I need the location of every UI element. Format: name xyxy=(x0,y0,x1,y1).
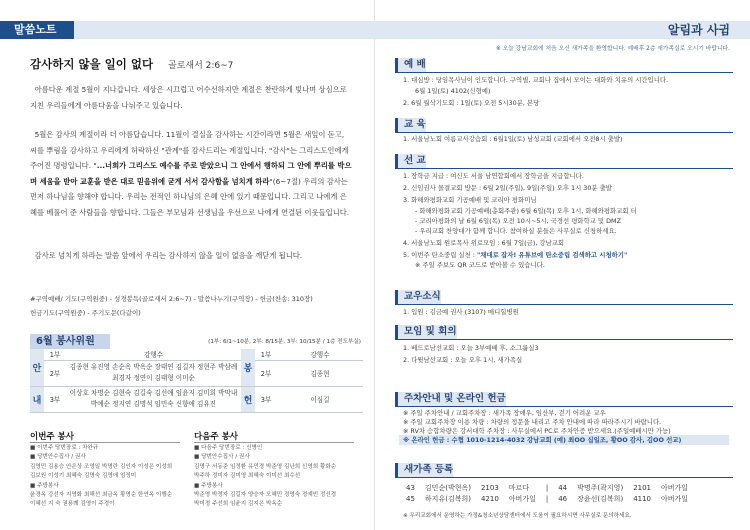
section-heading: 주차안내 및 온라인 헌금 xyxy=(395,392,506,406)
table-row: 43 김민순(박현옥) 2103 마르다 | 44 박명주(곽지영) 2101 아버가일 xyxy=(406,484,689,492)
parking-item-1: ※ 주일 주차안내 / 교회주차장 : 새가족 장애우, 임산부, 걷기 어려운 교우 xyxy=(403,409,606,417)
this-week-rule xyxy=(30,442,180,443)
mission-item-2: 2. 신임권사 몰결교회 방문 : 6월 2일(주일), 9일(주일) 오후 1시 30분 출발 xyxy=(403,184,612,192)
sermon-title: 감사하지 않을 일이 없다 xyxy=(30,57,154,71)
mission-item-5b: ※ 주일 주보도 QR 코드로 받아볼 수 있습니다. xyxy=(415,261,545,269)
meetings-item-2: 2. 다윗남선교회 : 오늘 오후 1시, 새가족실 xyxy=(403,356,523,364)
mission-item-3a: - 화해와평화교회 기공예배(총회주관) 6월 6일(목) 오후 1시, 화해와평화교회 터 xyxy=(415,207,637,215)
section-rule xyxy=(395,406,733,407)
section-heading: 예 배 xyxy=(395,58,426,72)
mission-item-1: 1. 장학금 지급 : 여신도 서울 남연합회에서 장학금을 지급합니다. xyxy=(403,172,584,180)
mission-item-3b: - 코리아평화의 날 6월 6일(목) 오전 10시~5시, 국경선 평화학교 및 DMZ xyxy=(415,217,621,225)
scripture-quote: ...너희가 그리스도 예수를 주로 받았으니 그 안에서 행하되 그 안에 뿌리를 박으며 세움을 받아 교훈을 받은 대로 믿음위에 굳게 서서 감사함을 넘치게 하라 xyxy=(30,161,352,186)
service-team-tag: 6월 봉사위원 xyxy=(30,334,110,349)
section-heading: 선 교 xyxy=(395,154,426,168)
next-week-service-title: 다음주 봉사 xyxy=(194,432,239,442)
mission-item-5: 5. 이번주 탄소중립 실천 : "채대로 잡자! 유튜브에 탄소중립 검색하고 시청하기" xyxy=(403,251,628,259)
mission-item-3: 3. 화해와평화교회 기공예배 및 코리아 평화미님 xyxy=(403,196,537,204)
section-heading: 교 육 xyxy=(395,118,426,132)
section-rule xyxy=(395,72,733,73)
this-week-service-title: 이번주 봉사 xyxy=(30,432,75,442)
section-rule xyxy=(395,132,733,133)
parking-item-3: ※ RV차 승합차량은 강서대학 주차장 : 사무실에서 PC로 주차안증 받으세요.(주일예배시만 가능) xyxy=(403,427,671,435)
section-heading: 모임 및 회의 xyxy=(395,325,457,339)
next-week-service-list: ■ 다음주 당번장로 : 신병인 ■ 당번안수집사 / 권사 김명구 서동준 임정환 유민경 박준영 김난희 신영희 황화순 박주하 정미자 김미영 최혜숙 이미선 최수선 ■ 주방봉사 박준영 박정자 김길자 양승자 오혜민 정영숙 정예빈 정선경 박미정 주선희 임윤지 김지은 박옥순 xyxy=(194,445,337,508)
worship-item-1b: 6월 1일(토) 4102(신형예) xyxy=(415,87,491,95)
mission-item-3c: - 우리교회 찬양대가 함께 합니다. 참여하실 분들은 사무실로 신청하세요. xyxy=(415,227,617,235)
right-page xyxy=(375,0,750,530)
meetings-item-1: 1. 베드로남선교회 : 오늘 3부예배 후, 소그룹실3 xyxy=(403,344,539,352)
counseling-note: ※ 우리교회에서 운영하는 가정&청소년상담센터에서 도움이 필요하시면 사무실로 문의하세요. xyxy=(403,513,632,519)
sermon-paragraph-3: 감사로 넘치게 하라는 말씀 앞에서 우리는 감사하지 않을 일이 없음을 깨닫게 됩니다. xyxy=(34,251,303,260)
small-group-order: #구역예배/ 기도(구역원중) - 성경봉독(골로새서 2:6~7) - 말씀나누기(구역장) - 헌금(찬송: 310장) 헌금기도(구역원중) - 주기도문(다같이) xyxy=(30,295,313,317)
announcements-title: 알림과 사귐 xyxy=(667,23,730,37)
sermon-paragraph-2: 5월은 감사의 계절이라 더 아름답습니다. 11월이 결실을 감사하는 시간이라면 5월은 새잎이 돋고, 씨를 뿌림을 감사하고 우리에게 허락하신 "관계"를 감사드리는 계절입니다. "감사"는 그리스도인에게 주어진 명령입니다. "...너희가 그리스도 예수를 주로 받았으니 그 안에서 행하되 그 안에 뿌리를 박으며 세움을 받아 교훈을 받은 대로 믿음위에 굳게 서서 감사함을 넘치게 하라"(6~7절) 우리의 감사는 먼저 하나님을 향해야 합니다. 우리는 전적인 하나님의 은혜 안에 있기 때문입니다. 그리고 나에게 은혜를 베풀어 준 사람들을 향합니다. 그들은 부모님과 선생님을 우선으로 나에게 연결된 이웃들입니다. xyxy=(30,130,352,217)
sermon-reference: 골로새서 2:6~7 xyxy=(168,61,234,71)
sermon-note-tag: 말씀노트 xyxy=(0,21,74,39)
education-item-1: 1. 서울남노회 여름교사강습회 : 6월1일(토) 남성교회 (교회에서 오전8시 출발) xyxy=(403,135,623,143)
online-offering-account: ※ 온라인 헌금 : 수협 1010-1214-4032 강남교회 (예) 최OO 십일조, 황OO 감사, 김OO 선교) xyxy=(399,435,729,445)
member-news-item-1: 1. 입원 : 김금예 권사 (3107) 메디힐병원 xyxy=(403,308,519,316)
service-team-note: (1부: 6/1~10분, 2부: 8/15분, 3부: 10/15분 / 1층 전도부실) xyxy=(208,339,361,345)
parking-item-2: ※ 주일 교회주차장 이용 차량 : 차량의 정문을 내리고 주차 안내에 따라 따라주시기 바랍니다. xyxy=(403,418,662,426)
section-rule xyxy=(395,339,733,340)
section-heading: 교우소식 xyxy=(395,290,441,304)
section-rule xyxy=(395,168,733,169)
worship-item-1: 1. 대심방 : 당임목사님이 인도합니다. 구역별, 교회나 집에서 모이는 대화와 치유의 시간입니다. xyxy=(403,76,669,84)
mission-item-4: 4. 서울남노회 원로목사 위로모임 : 6월 7일(금), 강남교회 xyxy=(403,239,565,247)
table-row: 45 하지유(김복희) 4210 아버가일 | 46 장윤선(김복희) 4110 아버가일 xyxy=(406,495,689,503)
service-team-table: 안 1부 강행수 봉 1부 강행수 2부 김종현 유진영 손순옥 박옥순 장태연 김길자 정현주 박삼례 최경자 정연이 김태형 이미순 2부 김종현 내 3부 이상호 차명순 김현숙 김길숙 김선애 임윤지 김미희 박막내 박예순 정지연 김명석 임민숙 신향애 김유진 헌 3부 이심길 xyxy=(30,349,363,413)
section-rule xyxy=(395,304,733,305)
sermon-paragraph-1: 아름다운 계절 5월이 지나갑니다. 세상은 시끄럽고 어수선하지만 계절은 찬란하게 빛나며 상심으로 지친 우리들에게 아름다움을 나눠주고 있습니다. xyxy=(30,85,347,110)
newcomer-table xyxy=(401,483,693,505)
section-heading: 새가족 등록 xyxy=(395,463,453,477)
section-rule xyxy=(395,477,733,478)
worship-item-2: 2. 6월 월삭기도회 : 1일(토) 오전 5시30분, 본당 xyxy=(403,99,540,107)
welcome-note: ※ 오늘 강남교회에 처음 오신 새가족을 환영합니다. 예배후 2층 새가족실로 오시기 바랍니다. xyxy=(495,46,730,52)
next-week-rule xyxy=(194,442,354,443)
this-week-service-list: ■ 이번주 당번장로 : 차완규 ■ 당번안수집사 / 권사 김영민 김용승 안은상 조영일 박명란 김인자 이성은 이성희 김보원 이성기 최혜숙 김명숙 김영애 엄정미 ■ 주방봉사 윤경옥 강선자 지영화 최해선 최금옥 황명순 한연옥 이행순 이혜선 지 숙 권용례 김영이 주경이 xyxy=(30,445,173,508)
